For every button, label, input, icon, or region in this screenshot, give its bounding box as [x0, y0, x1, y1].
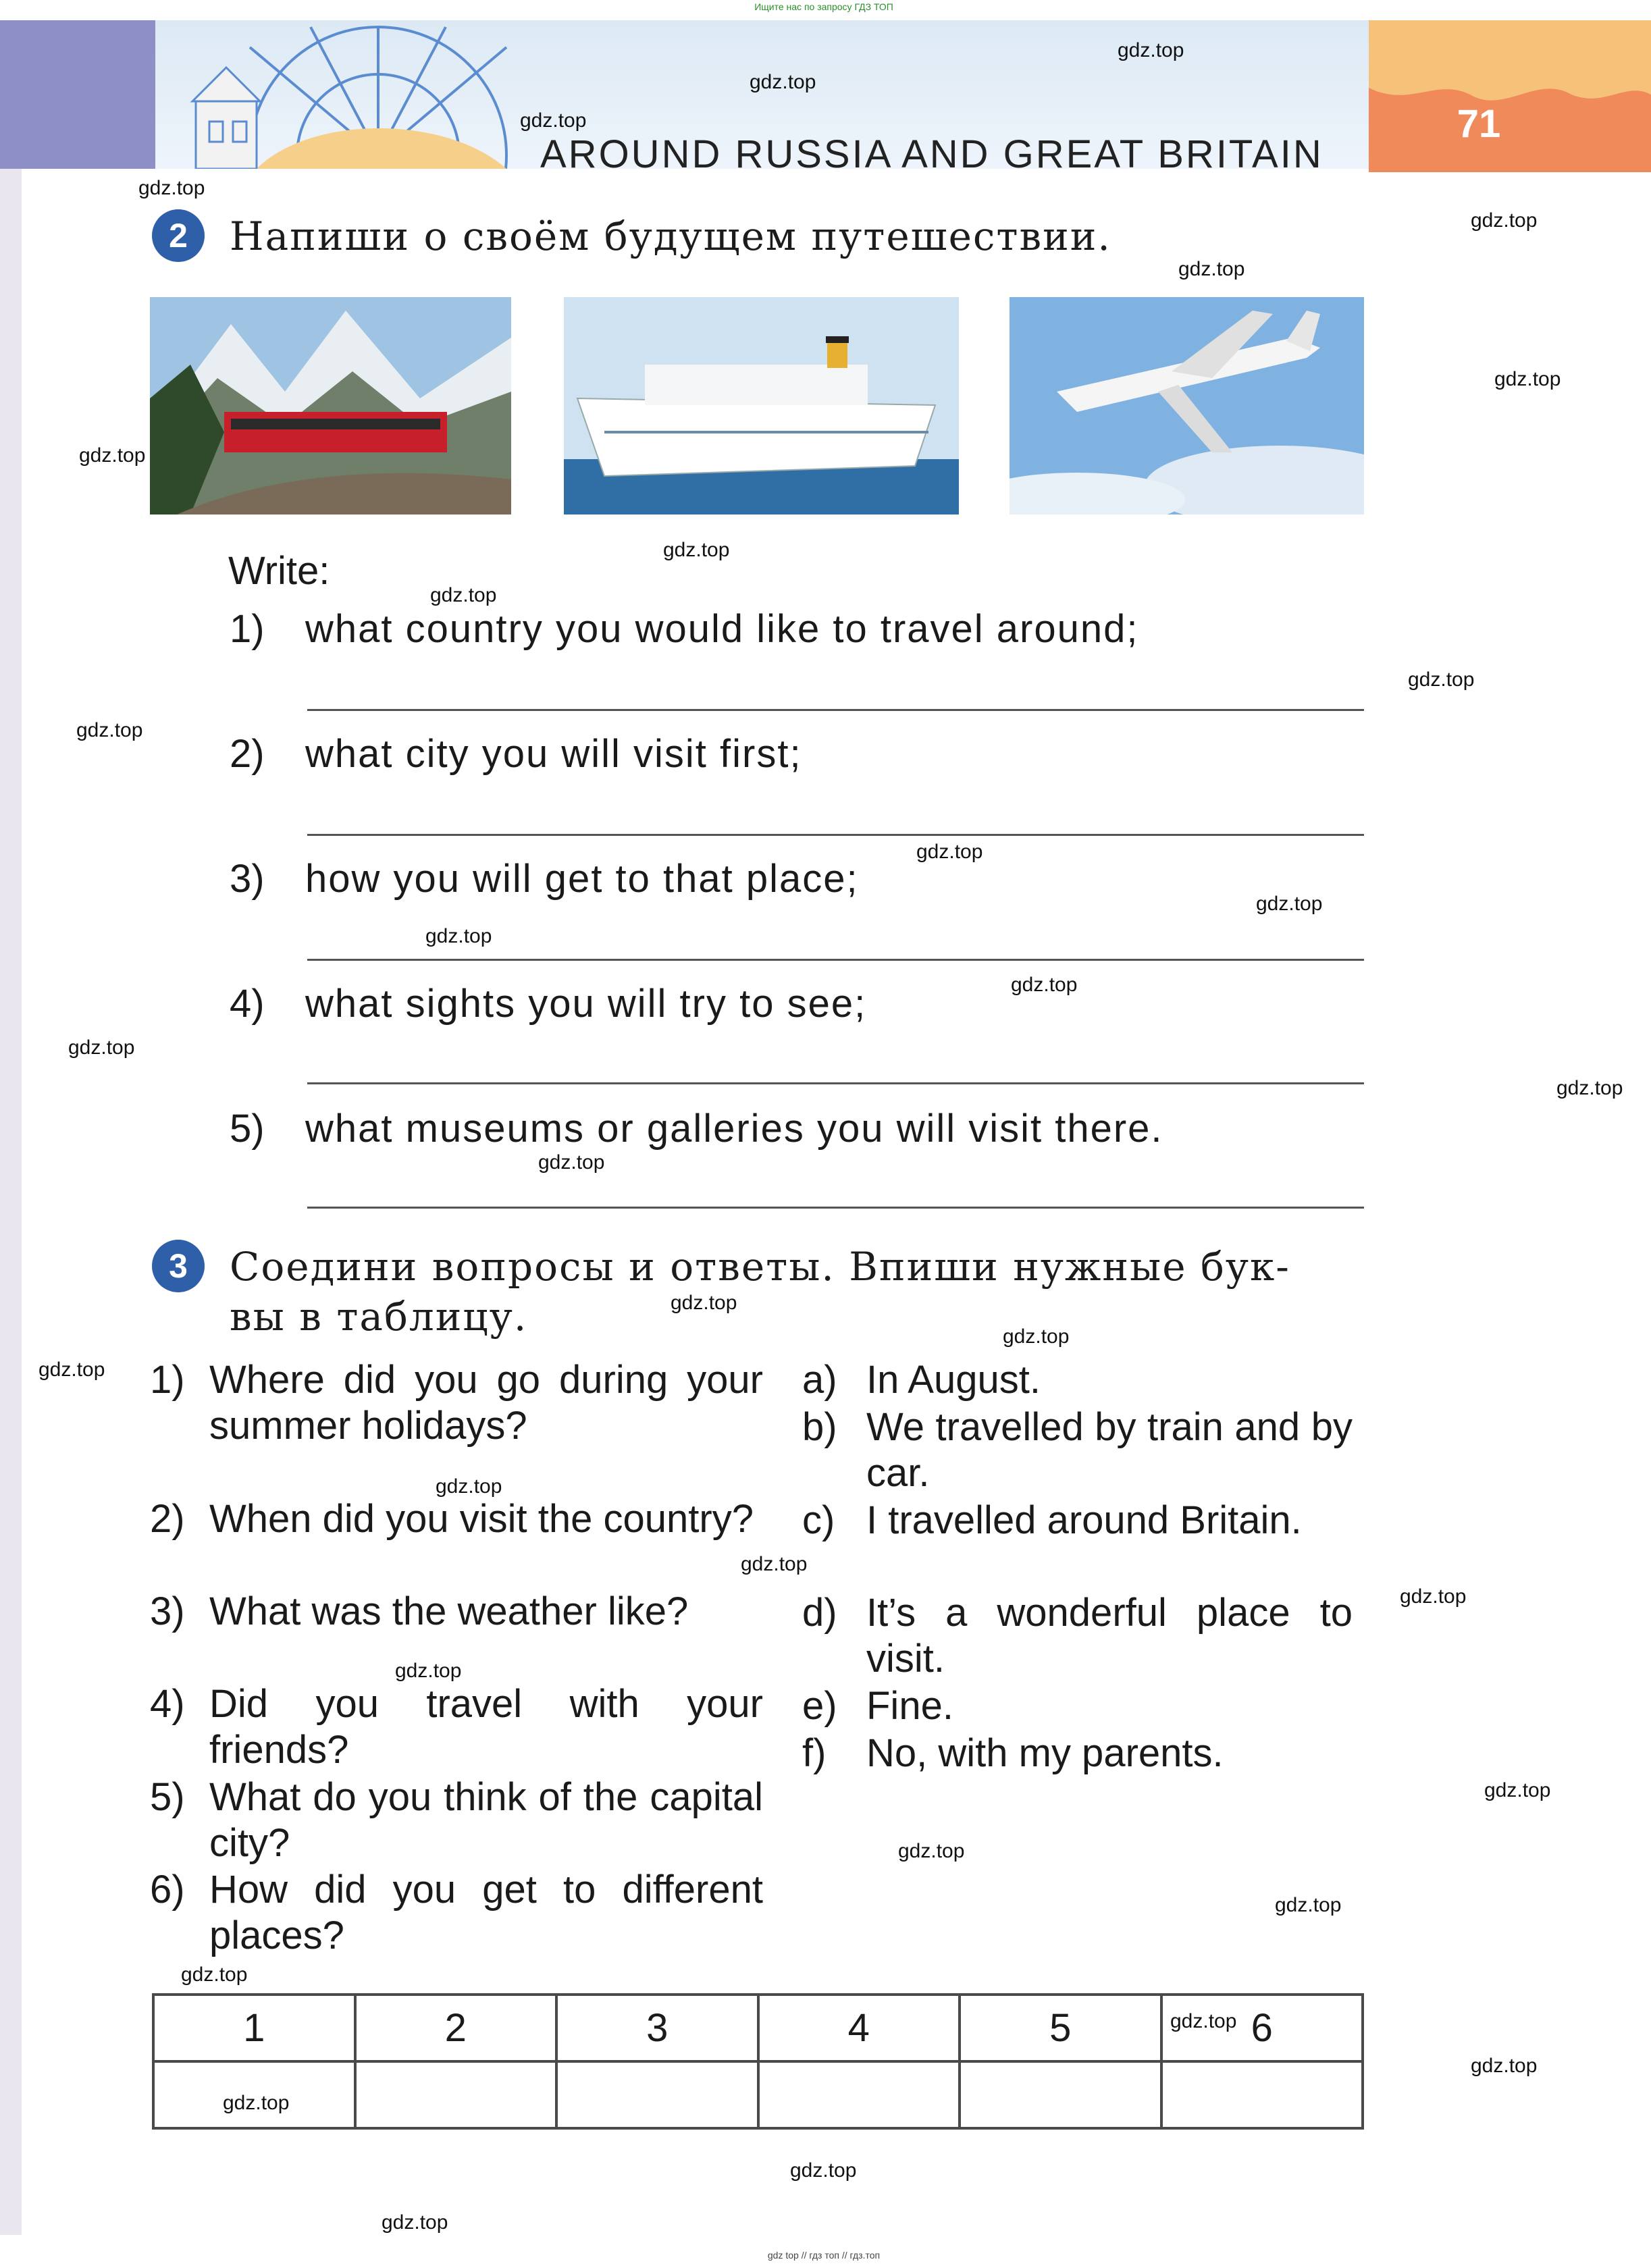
watermark: gdz.top [663, 539, 730, 561]
watermark: gdz.top [1118, 39, 1184, 61]
answer-text: We travelled by train and by car. [866, 1405, 1353, 1495]
answer-letter: d) [802, 1591, 837, 1635]
watermark: gdz.top [395, 1660, 462, 1682]
left-margin-band [0, 20, 22, 2235]
watermark: gdz.top [1556, 1077, 1623, 1099]
answer-text: No, with my parents. [866, 1731, 1224, 1775]
question-text: How did you get to different places? [209, 1868, 763, 1957]
page-number: 71 [1457, 102, 1501, 146]
exercise-3-badge: 3 [152, 1240, 205, 1292]
watermark: gdz.top [1400, 1585, 1467, 1608]
write-item-number: 4) [230, 982, 265, 1026]
watermark: gdz.top [1170, 2010, 1237, 2032]
watermark: gdz.top [181, 1963, 248, 1986]
exercise-2-instruction: Напиши о своём будущем путешествии. [230, 213, 1111, 259]
question-text: When did you visit the country? [209, 1497, 754, 1541]
write-item-number: 5) [230, 1107, 265, 1151]
watermark: gdz.top [1471, 209, 1538, 232]
answer-text: It’s a wonderful place to visit. [866, 1591, 1353, 1681]
watermark: gdz.top [223, 2092, 290, 2114]
answer-letter: a) [802, 1358, 837, 1402]
write-item-number: 3) [230, 857, 265, 901]
table-answer-cell[interactable] [960, 2061, 1161, 2128]
watermark: gdz.top [68, 1036, 135, 1059]
watermark: gdz.top [741, 1553, 808, 1575]
unit-title: AROUND RUSSIA AND GREAT BRITAIN [540, 132, 1324, 176]
answer-line[interactable] [307, 834, 1364, 836]
table-answer-cell[interactable] [1161, 2061, 1363, 2128]
table-header-cell: 1 [153, 1995, 355, 2061]
write-item-number: 1) [230, 607, 265, 651]
answer-text: I travelled around Britain. [866, 1498, 1302, 1542]
question-number: 3) [150, 1589, 185, 1633]
bottom-note: gdz top // гдз топ // гдз.топ [767, 2250, 881, 2261]
write-item-text: what sights you will try to see; [305, 982, 867, 1026]
ferris-wheel-illustration [155, 20, 594, 169]
answer-letter: c) [802, 1498, 835, 1542]
watermark: gdz.top [520, 109, 587, 132]
answer-line[interactable] [307, 959, 1364, 961]
table-header-cell: 5 [960, 1995, 1161, 2061]
watermark: gdz.top [1408, 668, 1475, 691]
write-item-text: what museums or galleries you will visit there. [305, 1107, 1163, 1151]
watermark: gdz.top [38, 1359, 105, 1381]
exercise-3-instruction-line2: вы в таблицу. [230, 1294, 528, 1340]
answer-line[interactable] [307, 1207, 1364, 1209]
table-header-cell: 6 [1161, 1995, 1363, 2061]
answer-line[interactable] [307, 1082, 1364, 1084]
watermark: gdz.top [1471, 2055, 1538, 2077]
table-answer-cell[interactable] [355, 2061, 557, 2128]
exercise-2-badge: 2 [152, 209, 205, 262]
question-number: 1) [150, 1358, 185, 1402]
answer-text: Fine. [866, 1684, 953, 1728]
table-answer-cell[interactable] [556, 2061, 758, 2128]
header-lilac-block [0, 20, 155, 169]
write-item-text: what city you will visit first; [305, 732, 802, 776]
watermark: gdz.top [1256, 893, 1323, 915]
watermark: gdz.top [1178, 258, 1245, 280]
answer-letter: b) [802, 1405, 837, 1449]
table-header-cell: 4 [758, 1995, 960, 2061]
answer-line[interactable] [307, 709, 1364, 711]
watermark: gdz.top [79, 444, 146, 467]
top-note: Ищите нас по запросу ГДЗ ТОП [754, 1, 893, 12]
question-number: 4) [150, 1682, 185, 1726]
answer-text: In August. [866, 1358, 1041, 1402]
watermark: gdz.top [898, 1840, 965, 1862]
watermark: gdz.top [1484, 1779, 1551, 1801]
question-number: 2) [150, 1497, 185, 1541]
table-answer-cell[interactable] [758, 2061, 960, 2128]
watermark: gdz.top [1003, 1325, 1070, 1348]
watermark: gdz.top [76, 719, 143, 741]
exercise-3-instruction-line1: Соедини вопросы и ответы. Впиши нужные бук- [230, 1244, 1290, 1290]
question-text: What do you think of the capital city? [209, 1775, 763, 1865]
watermark: gdz.top [1011, 974, 1078, 996]
watermark: gdz.top [138, 177, 205, 199]
watermark: gdz.top [1275, 1894, 1342, 1916]
question-text: Did you travel with your friends? [209, 1682, 763, 1772]
answer-letter: e) [802, 1684, 837, 1728]
watermark: gdz.top [1494, 368, 1561, 390]
train-photo [150, 297, 511, 515]
airplane-photo [1010, 297, 1364, 515]
question-text: What was the weather like? [209, 1589, 689, 1633]
table-header-cell: 2 [355, 1995, 557, 2061]
question-text: Where did you go during your summer holidays? [209, 1358, 763, 1448]
watermark: gdz.top [382, 2211, 448, 2234]
watermark: gdz.top [425, 925, 492, 947]
watermark: gdz.top [750, 71, 816, 93]
write-item-number: 2) [230, 732, 265, 776]
watermark: gdz.top [430, 584, 497, 606]
watermark: gdz.top [790, 2159, 857, 2182]
watermark: gdz.top [916, 841, 983, 863]
write-item-text: what country you would like to travel around; [305, 607, 1139, 651]
watermark: gdz.top [671, 1292, 737, 1314]
watermark: gdz.top [538, 1151, 605, 1173]
question-number: 5) [150, 1775, 185, 1819]
cruise-ship-photo [564, 297, 959, 515]
write-item-text: how you will get to that place; [305, 857, 859, 901]
question-number: 6) [150, 1868, 185, 1911]
table-header-cell: 3 [556, 1995, 758, 2061]
write-label: Write: [228, 549, 330, 593]
watermark: gdz.top [436, 1475, 502, 1498]
answer-letter: f) [802, 1731, 827, 1775]
